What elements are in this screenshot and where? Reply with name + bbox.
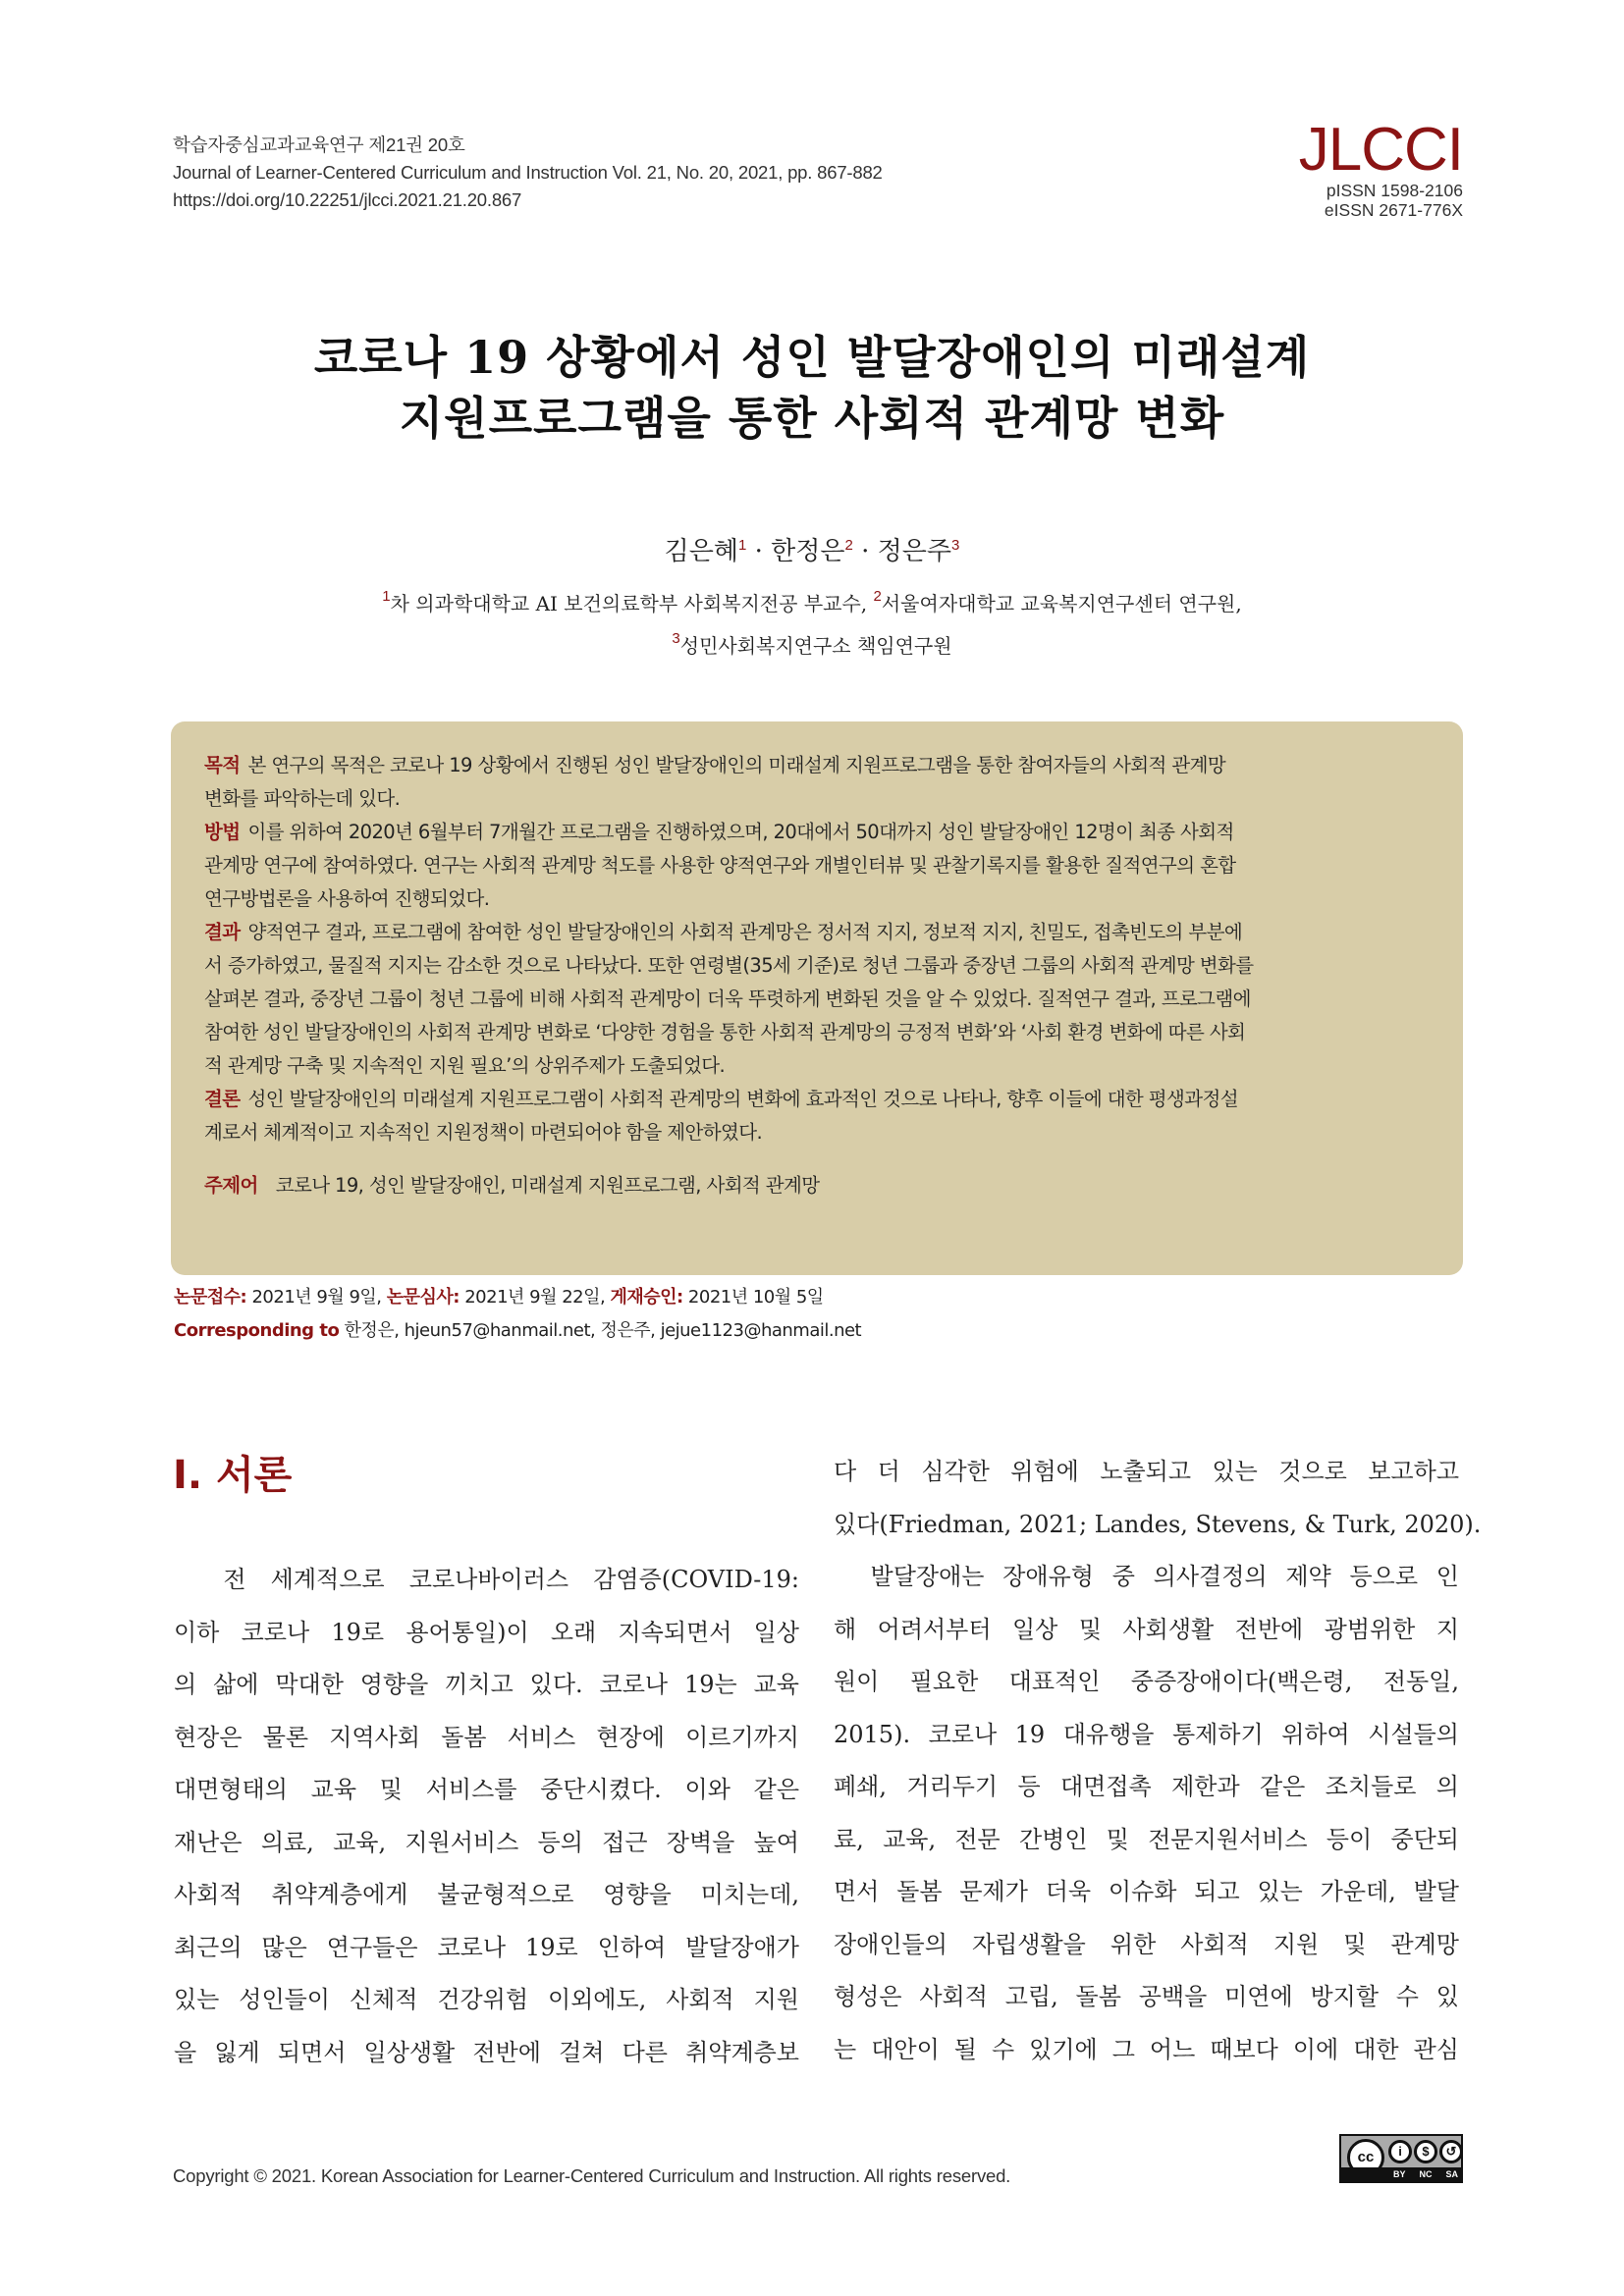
body-line: 는 대안이 될 수 있기에 그 어느 때보다 이에 대한 관심 [834,2035,1459,2063]
body-line: 원이 필요한 대표적인 중증장애이다(백은령, 전동일, [834,1668,1459,1695]
correspondence-label: Corresponding to [174,1320,340,1341]
correspondence [174,1314,861,1348]
abstract-conclusion [204,1083,1439,1116]
body-line: 이하 코로나 19로 용어통일)이 오래 지속되면서 일상 [174,1618,799,1646]
affiliation-mark: 3 [672,630,680,647]
accepted-label: 게재승인: [610,1287,683,1308]
author-affiliation-mark: 3 [951,537,960,554]
body-line: 현장은 물론 지역사회 돌봄 서비스 현장에 이르기까지 [174,1723,799,1751]
affiliation-mark: 2 [873,588,882,605]
affiliation-text: 차 의과학대학교 AI 보건의료학부 사회복지전공 부교수, [390,592,874,615]
received-date: 2021년 9월 9일, [246,1287,387,1308]
abstract-text-line: 적 관계망 구축 및 지속적인 지원 필요’의 상위주제가 도출되었다. [204,1054,726,1077]
received-label: 논문접수: [174,1287,247,1308]
affiliation-text: 서울여자대학교 교육복지연구센터 연구원, [881,592,1242,615]
cc-icon: cc [1347,2139,1384,2176]
author-name: 정은주 [877,537,951,566]
cc-license-badge[interactable] [1339,2134,1463,2183]
abstract-text-line: 서 증가하였고, 물질적 지지는 감소한 것으로 나타났다. 또한 연령별(35세 기준)로 청년 그룹과 중장년 그룹의 사회적 관계망 변화를 [204,954,1254,977]
author-affiliation-mark: 1 [738,537,747,554]
journal-logo-block [1298,116,1463,220]
abstract-box [171,721,1463,1275]
abstract-text: 성인 발달장애인의 미래설계 지원프로그램이 사회적 관계망의 변화에 효과적인 것으로 나타나, 향후 이들에 대한 평생과정설 [247,1088,1238,1110]
license-label-sa: SA [1445,2169,1458,2179]
eissn: eISSN 2671-776X [1324,200,1463,220]
by-person-icon: i [1388,2140,1412,2163]
author-affiliation-mark: 2 [844,537,853,554]
abstract-method [204,816,1439,849]
body-column-left [174,1554,799,2079]
affiliation-line [0,579,1624,621]
body-line: 다 더 심각한 위험에 노출되고 있는 것으로 보고하고 [834,1458,1459,1485]
author-separator: · [746,537,772,566]
pissn: pISSN 1598-2106 [1326,181,1463,200]
license-label-nc: NC [1419,2169,1433,2179]
nc-dollar-icon: $ [1414,2140,1437,2163]
paper-title [0,327,1624,449]
license-labels [1386,2167,1465,2181]
keywords-label: 주제어 [204,1174,258,1197]
journal-korean-title: 학습자중심교과교육연구 제21권 20호 [173,134,465,155]
reviewed-label: 논문심사: [386,1287,460,1308]
abstract-text-line: 변화를 파악하는데 있다. [204,787,401,810]
body-line: 재난은 의료, 교육, 지원서비스 등의 접근 장벽을 높여 [174,1828,799,1856]
section-heading-introduction: Ⅰ. 서론 [173,1453,293,1498]
keywords-text: 코로나 19, 성인 발달장애인, 미래설계 지원프로그램, 사회적 관계망 [275,1174,820,1197]
abstract-label: 방법 [204,821,241,843]
author-list [0,528,1624,569]
body-line: 의 삶에 막대한 영향을 끼치고 있다. 코로나 19는 교육 [174,1671,799,1698]
journal-logo: JLCCI [1298,116,1463,184]
affiliations [0,579,1624,664]
abstract-text-line: 참여한 성인 발달장애인의 사회적 관계망 변화로 ‘다양한 경험을 통한 사회적 관계망의 긍정적 변화’와 ‘사회 환경 변화에 따른 사회 [204,1021,1246,1043]
body-line: 최근의 많은 연구들은 코로나 19로 인하여 발달장애가 [174,1933,799,1961]
author-name: 한정은 [771,537,845,566]
author-name: 김은혜 [664,537,738,566]
copyright-notice: Copyright © 2021. Korean Association for Learner-Centered Curriculum and Instruction. All rights reserved. [173,2165,1011,2186]
abstract-text: 양적연구 결과, 프로그램에 참여한 성인 발달장애인의 사회적 관계망은 정서적 지지, 정보적 지지, 친밀도, 접촉빈도의 부분에 [247,921,1243,943]
body-line: 장애인들의 자립생활을 위한 사회적 지원 및 관계망 [834,1930,1459,1958]
license-label-by: BY [1392,2169,1406,2179]
body-line: 있는 성인들이 신체적 건강위험 이외에도, 사회적 지원 [174,1986,799,2013]
paper-title-line-1: 코로나 19 상황에서 성인 발달장애인의 미래설계 [313,331,1311,384]
abstract-text-line: 살펴본 결과, 중장년 그룹이 청년 그룹에 비해 사회적 관계망이 더욱 뚜렷하게 변화된 것을 알 수 있었다. 질적연구 결과, 프로그램에 [204,988,1251,1010]
body-line: 면서 돌봄 문제가 더욱 이슈화 되고 있는 가운데, 발달 [834,1878,1459,1905]
abstract-text: 본 연구의 목적은 코로나 19 상황에서 진행된 성인 발달장애인의 미래설계 지원프로그램을 통한 참여자들의 사회적 관계망 [247,754,1226,776]
accepted-date: 2021년 10월 5일 [682,1287,824,1308]
body-line: 있다(Friedman, 2021; Landes, Stevens, & Turk, 2020). [834,1510,1482,1538]
abstract-label: 목적 [204,754,241,776]
abstract-label: 결과 [204,921,241,943]
abstract-purpose [204,749,1439,782]
abstract-text-line: 계로서 체계적이고 지속적인 지원정책이 마련되어야 함을 제안하였다. [204,1121,763,1144]
body-line: 료, 교육, 전문 간병인 및 전문지원서비스 등이 중단되 [834,1825,1459,1853]
reviewed-date: 2021년 9월 22일, [460,1287,611,1308]
affiliation-mark: 1 [382,588,391,605]
body-line: 폐쇄, 거리두기 등 대면접촉 제한과 같은 조치들로 의 [834,1773,1459,1800]
doi-link[interactable]: https://doi.org/10.22251/jlcci.2021.21.20.867 [173,189,522,210]
abstract-text-line: 관계망 연구에 참여하였다. 연구는 사회적 관계망 척도를 사용한 양적연구와 개별인터뷰 및 관찰기록지를 활용한 질적연구의 혼합 [204,854,1236,877]
body-line: 2015). 코로나 19 대유행을 통제하기 위하여 시설들의 [834,1720,1459,1748]
affiliation-text: 성민사회복지연구소 책임연구원 [679,634,952,658]
body-line: 전 세계적으로 코로나바이러스 감염증(COVID-19: [174,1566,799,1593]
body-line: 사회적 취약계층에게 불균형적으로 영향을 미치는데, [174,1881,799,1908]
body-column-right [834,1446,1482,2076]
sa-arrow-icon: ↺ [1439,2140,1463,2163]
article-meta [174,1281,861,1348]
body-line: 을 잃게 되면서 일상생활 전반에 걸쳐 다른 취약계층보 [174,2038,799,2066]
journal-english-title: Journal of Learner-Centered Curriculum and Instruction Vol. 21, No. 20, 2021, pp. 867-882 [173,162,883,183]
paper-title-line-2: 지원프로그램을 통한 사회적 관계망 변화 [399,392,1225,445]
journal-header [173,132,883,214]
correspondence-text[interactable]: 한정은, hjeun57@hanmail.net, 정은주, jejue1123@hanmail.net [339,1320,862,1341]
article-dates [174,1281,861,1314]
abstract-text-line: 연구방법론을 사용하여 진행되었다. [204,887,490,910]
abstract-result [204,916,1439,949]
affiliation-line [0,621,1624,664]
body-line: 대면형태의 교육 및 서비스를 중단시켰다. 이와 같은 [174,1776,799,1803]
body-line: 발달장애는 장애유형 중 의사결정의 제약 등으로 인 [834,1563,1459,1590]
body-line: 형성은 사회적 고립, 돌봄 공백을 미연에 방지할 수 있 [834,1983,1459,2010]
body-line: 해 어려서부터 일상 및 사회생활 전반에 광범위한 지 [834,1615,1459,1643]
abstract-text: 이를 위하여 2020년 6월부터 7개월간 프로그램을 진행하였으며, 20대에서 50대까지 성인 발달장애인 12명이 최종 사회적 [247,821,1234,843]
abstract-label: 결론 [204,1088,241,1110]
author-separator: · [852,537,878,566]
abstract-keywords [204,1169,1439,1202]
